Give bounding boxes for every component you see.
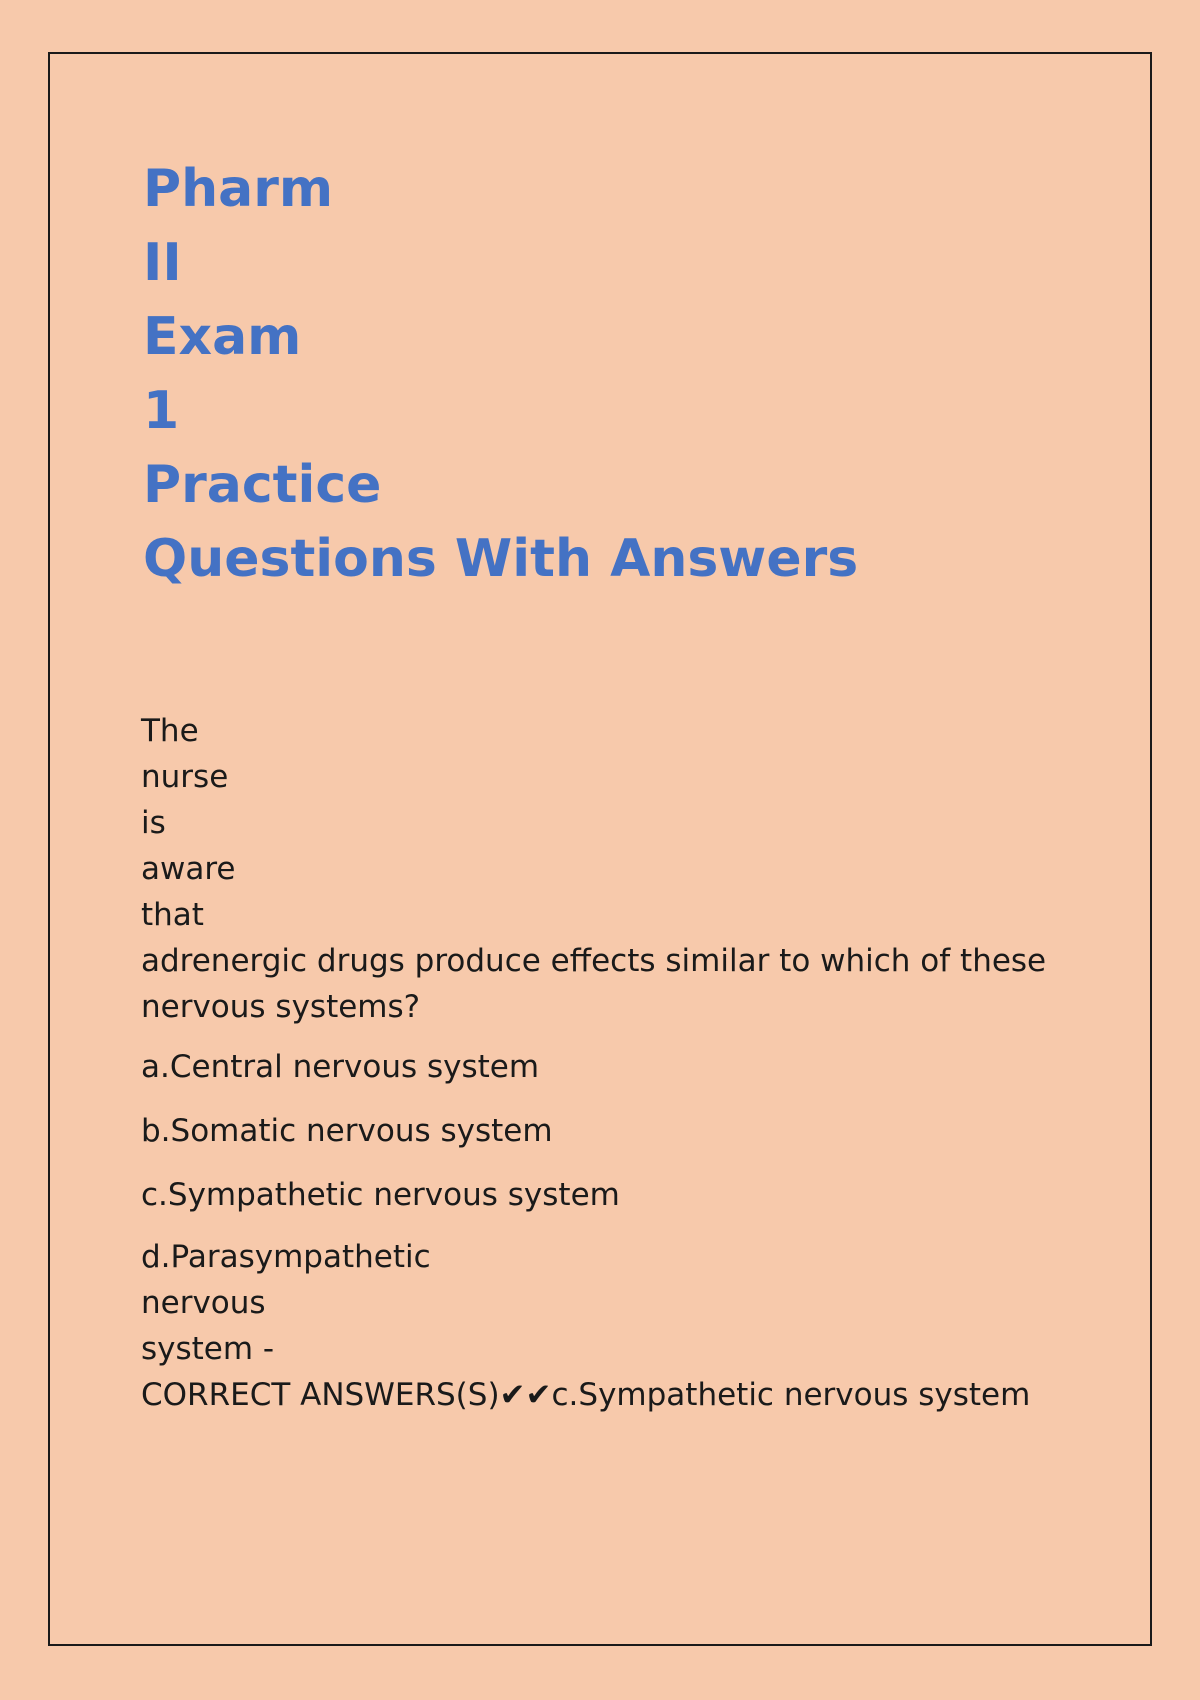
- correct-answer: CORRECT ANSWERS(S)✔✔c.Sympathetic nervous system: [141, 1377, 1031, 1413]
- question-text: [141, 708, 1046, 1030]
- answer-options: [141, 1044, 620, 1236]
- question-line: The: [141, 713, 199, 749]
- title-line: Practice: [143, 455, 382, 515]
- question-line: adrenergic drugs produce effects similar to which of these: [141, 943, 1047, 979]
- option-d-line: d.Parasympathetic: [141, 1239, 431, 1275]
- option-a: a.Central nervous system: [141, 1049, 540, 1085]
- question-line: aware: [141, 851, 236, 887]
- question-line: nurse: [141, 759, 229, 795]
- title-line: II: [143, 233, 182, 293]
- option-d-and-answer: [141, 1234, 1030, 1418]
- question-line: is: [141, 805, 166, 841]
- question-line: that: [141, 897, 204, 933]
- title-line: 1: [143, 381, 180, 441]
- option-d-line: system -: [141, 1331, 275, 1367]
- question-line: nervous systems?: [141, 989, 421, 1025]
- title-line: Questions With Answers: [143, 529, 859, 589]
- option-c: c.Sympathetic nervous system: [141, 1177, 620, 1213]
- option-d-line: nervous: [141, 1285, 266, 1321]
- option-b: b.Somatic nervous system: [141, 1113, 553, 1149]
- title-line: Exam: [143, 307, 302, 367]
- title-line: Pharm: [143, 159, 334, 219]
- document-title: [143, 152, 858, 596]
